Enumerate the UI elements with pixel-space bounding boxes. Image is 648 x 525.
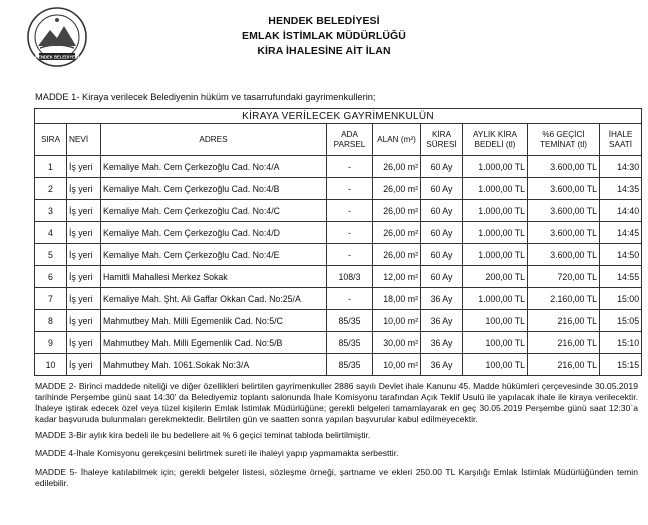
cell-gecici-teminat: 720,00 TL (528, 266, 600, 288)
madde-2: MADDE 2- Birinci maddede niteliği ve diğer özellikleri belirtilen gayrimenkuller 2886 sayılı Devlet ihale Kanunu 45. Madde hükümleri çerçevesinde 30.05.2019 tarihinde Perşembe günü saat 14:30' da Belediyemiz toplantı salonunda İhale Komisyonu tarafından Açık Teklif Usulü ile yapılacak ihale ile kiraya verilecektir. İhaleye iştirak edecek özel veya tüzel kişilerin Emlak İstimlak Müdürlüğüne; gerekli belgeleri tamamlayarak en geç 30.05.2019 Perşembe günü saat 12:30`a kadar başvuruda bulunmaları gerekmektedir. Belirtilen gün ve saatten sonra yapılan başvurular kabul edilmeyecektir. (35, 381, 638, 424)
col-header-aylik-kira: AYLIK KİRA BEDELİ (tl) (463, 124, 528, 156)
cell-kira-suresi: 36 Ay (421, 332, 463, 354)
cell-alan: 18,00 m² (373, 288, 421, 310)
cell-ada-parsel: - (327, 288, 373, 310)
table-body (35, 156, 642, 376)
col-header-adres: ADRES (101, 124, 327, 156)
cell-kira-suresi: 60 Ay (421, 244, 463, 266)
cell-sira: 2 (35, 178, 67, 200)
madde-4: MADDE 4-İhale Komisyonu gerekçesini belirtmek sureti ile ihaleyi yapıp yapmamakta serbesttir. (35, 448, 399, 458)
cell-adres: Kemaliye Mah. Cem Çerkezoğlu Cad. No:4/C (101, 200, 327, 222)
cell-alan: 12,00 m² (373, 266, 421, 288)
cell-nevi: İş yeri (67, 354, 101, 376)
cell-ada-parsel: 85/35 (327, 332, 373, 354)
table-row (35, 156, 642, 178)
col-header-sira: SIRA (35, 124, 67, 156)
cell-adres: Kemaliye Mah. Cem Çerkezoğlu Cad. No:4/A (101, 156, 327, 178)
cell-ihale-saati: 14:40 (600, 200, 642, 222)
cell-gecici-teminat: 3.600,00 TL (528, 222, 600, 244)
cell-aylik-kira: 100,00 TL (463, 310, 528, 332)
table-header-row (35, 124, 642, 156)
cell-nevi: İş yeri (67, 156, 101, 178)
cell-gecici-teminat: 216,00 TL (528, 332, 600, 354)
cell-ihale-saati: 15:00 (600, 288, 642, 310)
table-row (35, 288, 642, 310)
table-row (35, 332, 642, 354)
col-header-kira-suresi: KİRA SÜRESİ (421, 124, 463, 156)
cell-ada-parsel: - (327, 200, 373, 222)
cell-alan: 26,00 m² (373, 178, 421, 200)
table-row (35, 178, 642, 200)
cell-gecici-teminat: 216,00 TL (528, 310, 600, 332)
cell-ada-parsel: - (327, 244, 373, 266)
col-header-alan: ALAN (m²) (373, 124, 421, 156)
cell-adres: Hamitli Mahallesi Merkez Sokak (101, 266, 327, 288)
cell-aylik-kira: 1.000,00 TL (463, 200, 528, 222)
cell-ada-parsel: 85/35 (327, 310, 373, 332)
cell-alan: 10,00 m² (373, 310, 421, 332)
cell-sira: 7 (35, 288, 67, 310)
header-line2: EMLAK İSTİMLAK MÜDÜRLÜĞÜ (242, 30, 406, 42)
cell-sira: 4 (35, 222, 67, 244)
cell-sira: 10 (35, 354, 67, 376)
cell-aylik-kira: 1.000,00 TL (463, 156, 528, 178)
cell-nevi: İş yeri (67, 288, 101, 310)
cell-nevi: İş yeri (67, 310, 101, 332)
cell-aylik-kira: 1.000,00 TL (463, 288, 528, 310)
cell-nevi: İş yeri (67, 222, 101, 244)
cell-gecici-teminat: 3.600,00 TL (528, 156, 600, 178)
table-row (35, 266, 642, 288)
cell-adres: Mahmutbey Mah. Milli Egemenlik Cad. No:5/C (101, 310, 327, 332)
cell-ihale-saati: 14:35 (600, 178, 642, 200)
cell-gecici-teminat: 3.600,00 TL (528, 244, 600, 266)
cell-ada-parsel: - (327, 222, 373, 244)
cell-sira: 3 (35, 200, 67, 222)
table-row (35, 200, 642, 222)
cell-sira: 5 (35, 244, 67, 266)
cell-aylik-kira: 1.000,00 TL (463, 222, 528, 244)
madde-3: MADDE 3-Bir aylık kira bedeli ile bu bedellere ait % 6 geçici teminat tabloda belirtilmiştir. (35, 430, 371, 440)
cell-kira-suresi: 60 Ay (421, 266, 463, 288)
cell-adres: Kemaliye Mah. Cem Çerkezoğlu Cad. No:4/B (101, 178, 327, 200)
cell-ihale-saati: 14:30 (600, 156, 642, 178)
table-row (35, 310, 642, 332)
cell-kira-suresi: 60 Ay (421, 156, 463, 178)
cell-aylik-kira: 1.000,00 TL (463, 244, 528, 266)
cell-ada-parsel: - (327, 156, 373, 178)
rental-table (34, 108, 642, 376)
cell-sira: 1 (35, 156, 67, 178)
cell-alan: 26,00 m² (373, 244, 421, 266)
cell-ada-parsel: - (327, 178, 373, 200)
cell-kira-suresi: 36 Ay (421, 310, 463, 332)
cell-gecici-teminat: 3.600,00 TL (528, 200, 600, 222)
cell-adres: Mahmutbey Mah. 1061.Sokak No:3/A (101, 354, 327, 376)
cell-nevi: İş yeri (67, 266, 101, 288)
table-row (35, 354, 642, 376)
svg-text:HENDEK BELEDİYESİ: HENDEK BELEDİYESİ (35, 54, 79, 60)
cell-ada-parsel: 108/3 (327, 266, 373, 288)
cell-adres: Kemaliye Mah. Şht. Ali Gaffar Okkan Cad. No:25/A (101, 288, 327, 310)
cell-adres: Kemaliye Mah. Cem Çerkezoğlu Cad. No:4/E (101, 244, 327, 266)
cell-aylik-kira: 1.000,00 TL (463, 178, 528, 200)
table-row (35, 244, 642, 266)
cell-ada-parsel: 85/35 (327, 354, 373, 376)
table-caption: KİRAYA VERİLECEK GAYRİMENKULÜN (35, 109, 642, 124)
cell-nevi: İş yeri (67, 200, 101, 222)
cell-gecici-teminat: 3.600,00 TL (528, 178, 600, 200)
cell-gecici-teminat: 216,00 TL (528, 354, 600, 376)
cell-ihale-saati: 15:05 (600, 310, 642, 332)
cell-kira-suresi: 60 Ay (421, 222, 463, 244)
madde-5: MADDE 5- İhaleye katılabilmek için; gerekli belgeler listesi, sözleşme örneği, şartname ve ekleri 250.00 TL Karşılığı Emlak İstimlak Müdürlüğünden temin edilebilir. (35, 467, 638, 488)
cell-nevi: İş yeri (67, 332, 101, 354)
cell-aylik-kira: 100,00 TL (463, 354, 528, 376)
col-header-nevi: NEVİ (67, 124, 101, 156)
cell-kira-suresi: 60 Ay (421, 200, 463, 222)
cell-ihale-saati: 14:45 (600, 222, 642, 244)
cell-kira-suresi: 60 Ay (421, 178, 463, 200)
cell-sira: 8 (35, 310, 67, 332)
cell-ihale-saati: 14:55 (600, 266, 642, 288)
col-header-ada-parsel: ADA PARSEL (327, 124, 373, 156)
cell-ihale-saati: 15:10 (600, 332, 642, 354)
cell-sira: 6 (35, 266, 67, 288)
cell-alan: 10,00 m² (373, 354, 421, 376)
cell-ihale-saati: 15:15 (600, 354, 642, 376)
cell-ihale-saati: 14:50 (600, 244, 642, 266)
header-line1: HENDEK BELEDİYESİ (268, 15, 380, 27)
cell-nevi: İş yeri (67, 244, 101, 266)
cell-kira-suresi: 36 Ay (421, 288, 463, 310)
cell-nevi: İş yeri (67, 178, 101, 200)
cell-alan: 26,00 m² (373, 222, 421, 244)
cell-adres: Mahmutbey Mah. Milli Egemenlik Cad. No:5/B (101, 332, 327, 354)
cell-kira-suresi: 36 Ay (421, 354, 463, 376)
cell-alan: 30,00 m² (373, 332, 421, 354)
cell-gecici-teminat: 2.160,00 TL (528, 288, 600, 310)
cell-sira: 9 (35, 332, 67, 354)
col-header-ihale-saati: İHALE SAATİ (600, 124, 642, 156)
header-line3: KİRA İHALESİNE AİT İLAN (257, 45, 391, 57)
cell-alan: 26,00 m² (373, 200, 421, 222)
cell-adres: Kemaliye Mah. Cem Çerkezoğlu Cad. No:4/D (101, 222, 327, 244)
cell-aylik-kira: 100,00 TL (463, 332, 528, 354)
cell-aylik-kira: 200,00 TL (463, 266, 528, 288)
table-row (35, 222, 642, 244)
madde-1: MADDE 1- Kiraya verilecek Belediyenin hüküm ve tasarrufundaki gayrimenkullerin; (35, 92, 376, 102)
cell-alan: 26,00 m² (373, 156, 421, 178)
col-header-gecici-teminat: %6 GEÇİCİ TEMİNAT (tl) (528, 124, 600, 156)
